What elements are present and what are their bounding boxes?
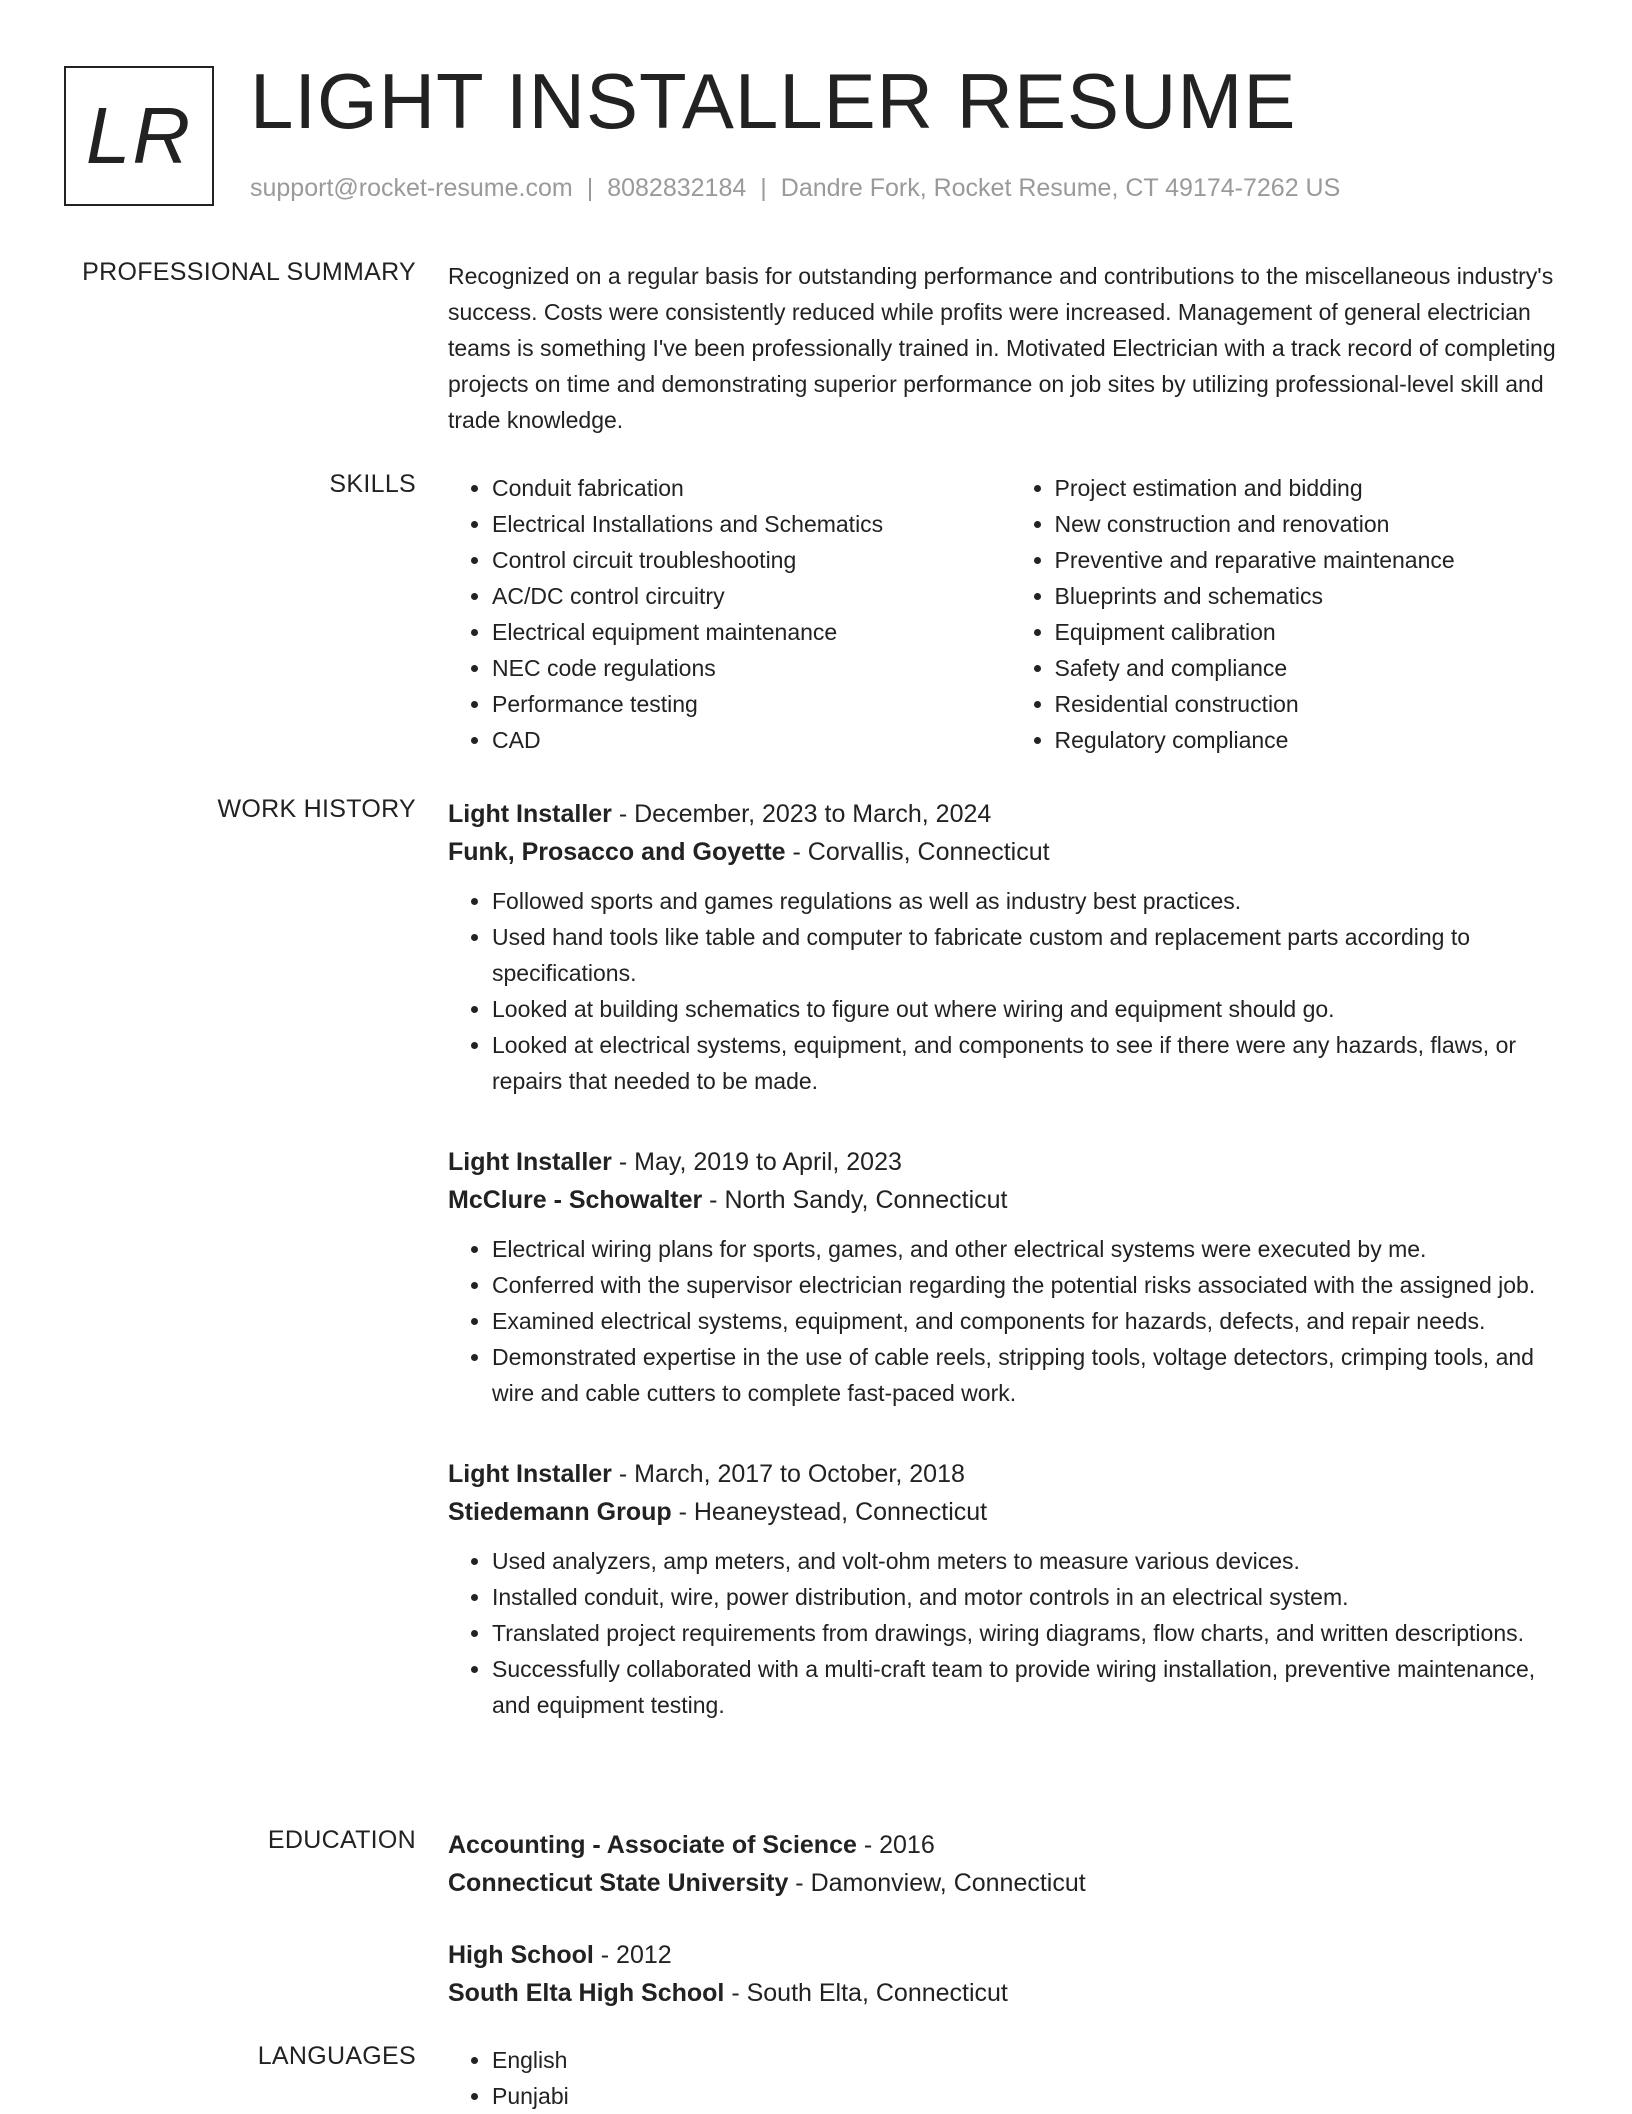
education-year: - 2016: [856, 1831, 935, 1859]
job-location: - Corvallis, Connecticut: [785, 838, 1050, 866]
job-title: Light Installer: [448, 1148, 612, 1176]
job-company: Stiedemann Group: [448, 1498, 672, 1526]
job-title: Light Installer: [448, 1460, 612, 1488]
summary-heading: PROFESSIONAL SUMMARY: [82, 258, 416, 286]
job-entry: [448, 1143, 1573, 1411]
summary-text: Recognized on a regular basis for outstanding performance and contributions to the miscellaneous industry's success. Costs were consistently reduced while profits were increased. Management of general electrician teams is something I've been professionally trained in. Motivated Electrician with a track record of completing projects on time and demonstrating superior performance on job sites by utilizing professional-level skill and trade knowledge.: [448, 263, 1556, 433]
skill-item: • Equipment calibration: [1055, 614, 1574, 650]
job-bullet: • Examined electrical systems, equipment, and components for hazards, defects, and repair needs.: [492, 1303, 1573, 1339]
skill-item: • Electrical Installations and Schematics: [492, 506, 1011, 542]
skill-item: • Blueprints and schematics: [1055, 578, 1574, 614]
skill-item: • AC/DC control circuitry: [492, 578, 1011, 614]
skill-item: • Safety and compliance: [1055, 650, 1574, 686]
skill-item: • Residential construction: [1055, 686, 1574, 722]
contact-separator: |: [760, 174, 767, 202]
job-bullet: • Translated project requirements from drawings, wiring diagrams, flow charts, and written descriptions.: [492, 1615, 1573, 1651]
skill-item: • Regulatory compliance: [1055, 722, 1574, 758]
contact-phone: 8082832184: [607, 174, 747, 202]
job-bullet: • Followed sports and games regulations as well as industry best practices.: [492, 883, 1573, 919]
education-school: South Elta High School: [448, 1979, 725, 2007]
education-school: Connecticut State University: [448, 1869, 789, 1897]
job-bullets: [448, 1231, 1573, 1411]
education-entry: [448, 1936, 1573, 2012]
contact-address: Dandre Fork, Rocket Resume, CT 49174-7262 US: [780, 174, 1341, 202]
job-bullets: [448, 883, 1573, 1099]
job-bullet: • Successfully collaborated with a multi-craft team to provide wiring installation, preventive maintenance, and equipment testing.: [492, 1651, 1573, 1723]
education-degree: Accounting - Associate of Science: [448, 1831, 857, 1859]
skill-item: • New construction and renovation: [1055, 506, 1574, 542]
education-location: - South Elta, Connecticut: [724, 1979, 1008, 2007]
job-bullet: • Demonstrated expertise in the use of cable reels, stripping tools, voltage detectors, crimping tools, and wire and cable cutters to complete fast-paced work.: [492, 1339, 1573, 1411]
work-history-heading: WORK HISTORY: [217, 795, 416, 823]
contact-separator: |: [586, 174, 594, 202]
job-bullet: • Electrical wiring plans for sports, games, and other electrical systems were executed by me.: [492, 1231, 1573, 1267]
skill-item: • Electrical equipment maintenance: [492, 614, 1011, 650]
contact-email: support@rocket-resume.com: [250, 174, 573, 202]
education-degree: High School: [448, 1941, 594, 1969]
job-dates: - March, 2017 to October, 2018: [611, 1460, 965, 1488]
job-bullet: • Looked at building schematics to figure out where wiring and equipment should go.: [492, 991, 1573, 1027]
education-heading: EDUCATION: [267, 1826, 416, 1854]
skill-item: • Performance testing: [492, 686, 1011, 722]
languages-heading: LANGUAGES: [257, 2042, 416, 2070]
skills-heading: SKILLS: [329, 470, 416, 498]
job-bullet: • Used analyzers, amp meters, and volt-ohm meters to measure various devices.: [492, 1543, 1573, 1579]
job-bullets: [448, 1543, 1573, 1723]
skills-list-left: [448, 470, 1011, 758]
skill-item: • Project estimation and bidding: [1055, 470, 1574, 506]
education-location: - Damonview, Connecticut: [788, 1869, 1086, 1897]
education-entry: [448, 1826, 1573, 1902]
job-bullet: • Conferred with the supervisor electrician regarding the potential risks associated with the assigned job.: [492, 1267, 1573, 1303]
job-bullet: • Installed conduit, wire, power distribution, and motor controls in an electrical system.: [492, 1579, 1573, 1615]
job-bullet: • Used hand tools like table and computer to fabricate custom and replacement parts according to specifications.: [492, 919, 1573, 991]
job-bullet: • Looked at electrical systems, equipment, and components to see if there were any hazards, flaws, or repairs that needed to be made.: [492, 1027, 1573, 1099]
job-title: Light Installer: [448, 800, 612, 828]
contact-line: [250, 174, 1340, 203]
job-entry: [448, 795, 1573, 1099]
skill-item: • Control circuit troubleshooting: [492, 542, 1011, 578]
job-company: Funk, Prosacco and Goyette: [448, 838, 786, 866]
skill-item: • CAD: [492, 722, 1011, 758]
skill-item: • NEC code regulations: [492, 650, 1011, 686]
job-location: - Heaneystead, Connecticut: [671, 1498, 988, 1526]
page-title: LIGHT INSTALLER RESUME: [250, 57, 1297, 145]
job-location: - North Sandy, Connecticut: [702, 1186, 1008, 1214]
job-dates: - May, 2019 to April, 2023: [611, 1148, 902, 1176]
job-entry: [448, 1455, 1573, 1723]
job-company: McClure - Schowalter: [448, 1186, 703, 1214]
monogram-logo: LR: [64, 66, 214, 206]
skill-item: • Preventive and reparative maintenance: [1055, 542, 1574, 578]
skill-item: • Conduit fabrication: [492, 470, 1011, 506]
job-dates: - December, 2023 to March, 2024: [611, 800, 992, 828]
language-item: • Punjabi: [492, 2078, 1573, 2114]
skills-list-right: [1011, 470, 1574, 758]
languages-list: [448, 2042, 1573, 2114]
education-year: - 2012: [593, 1941, 672, 1969]
language-item: • English: [492, 2042, 1573, 2078]
